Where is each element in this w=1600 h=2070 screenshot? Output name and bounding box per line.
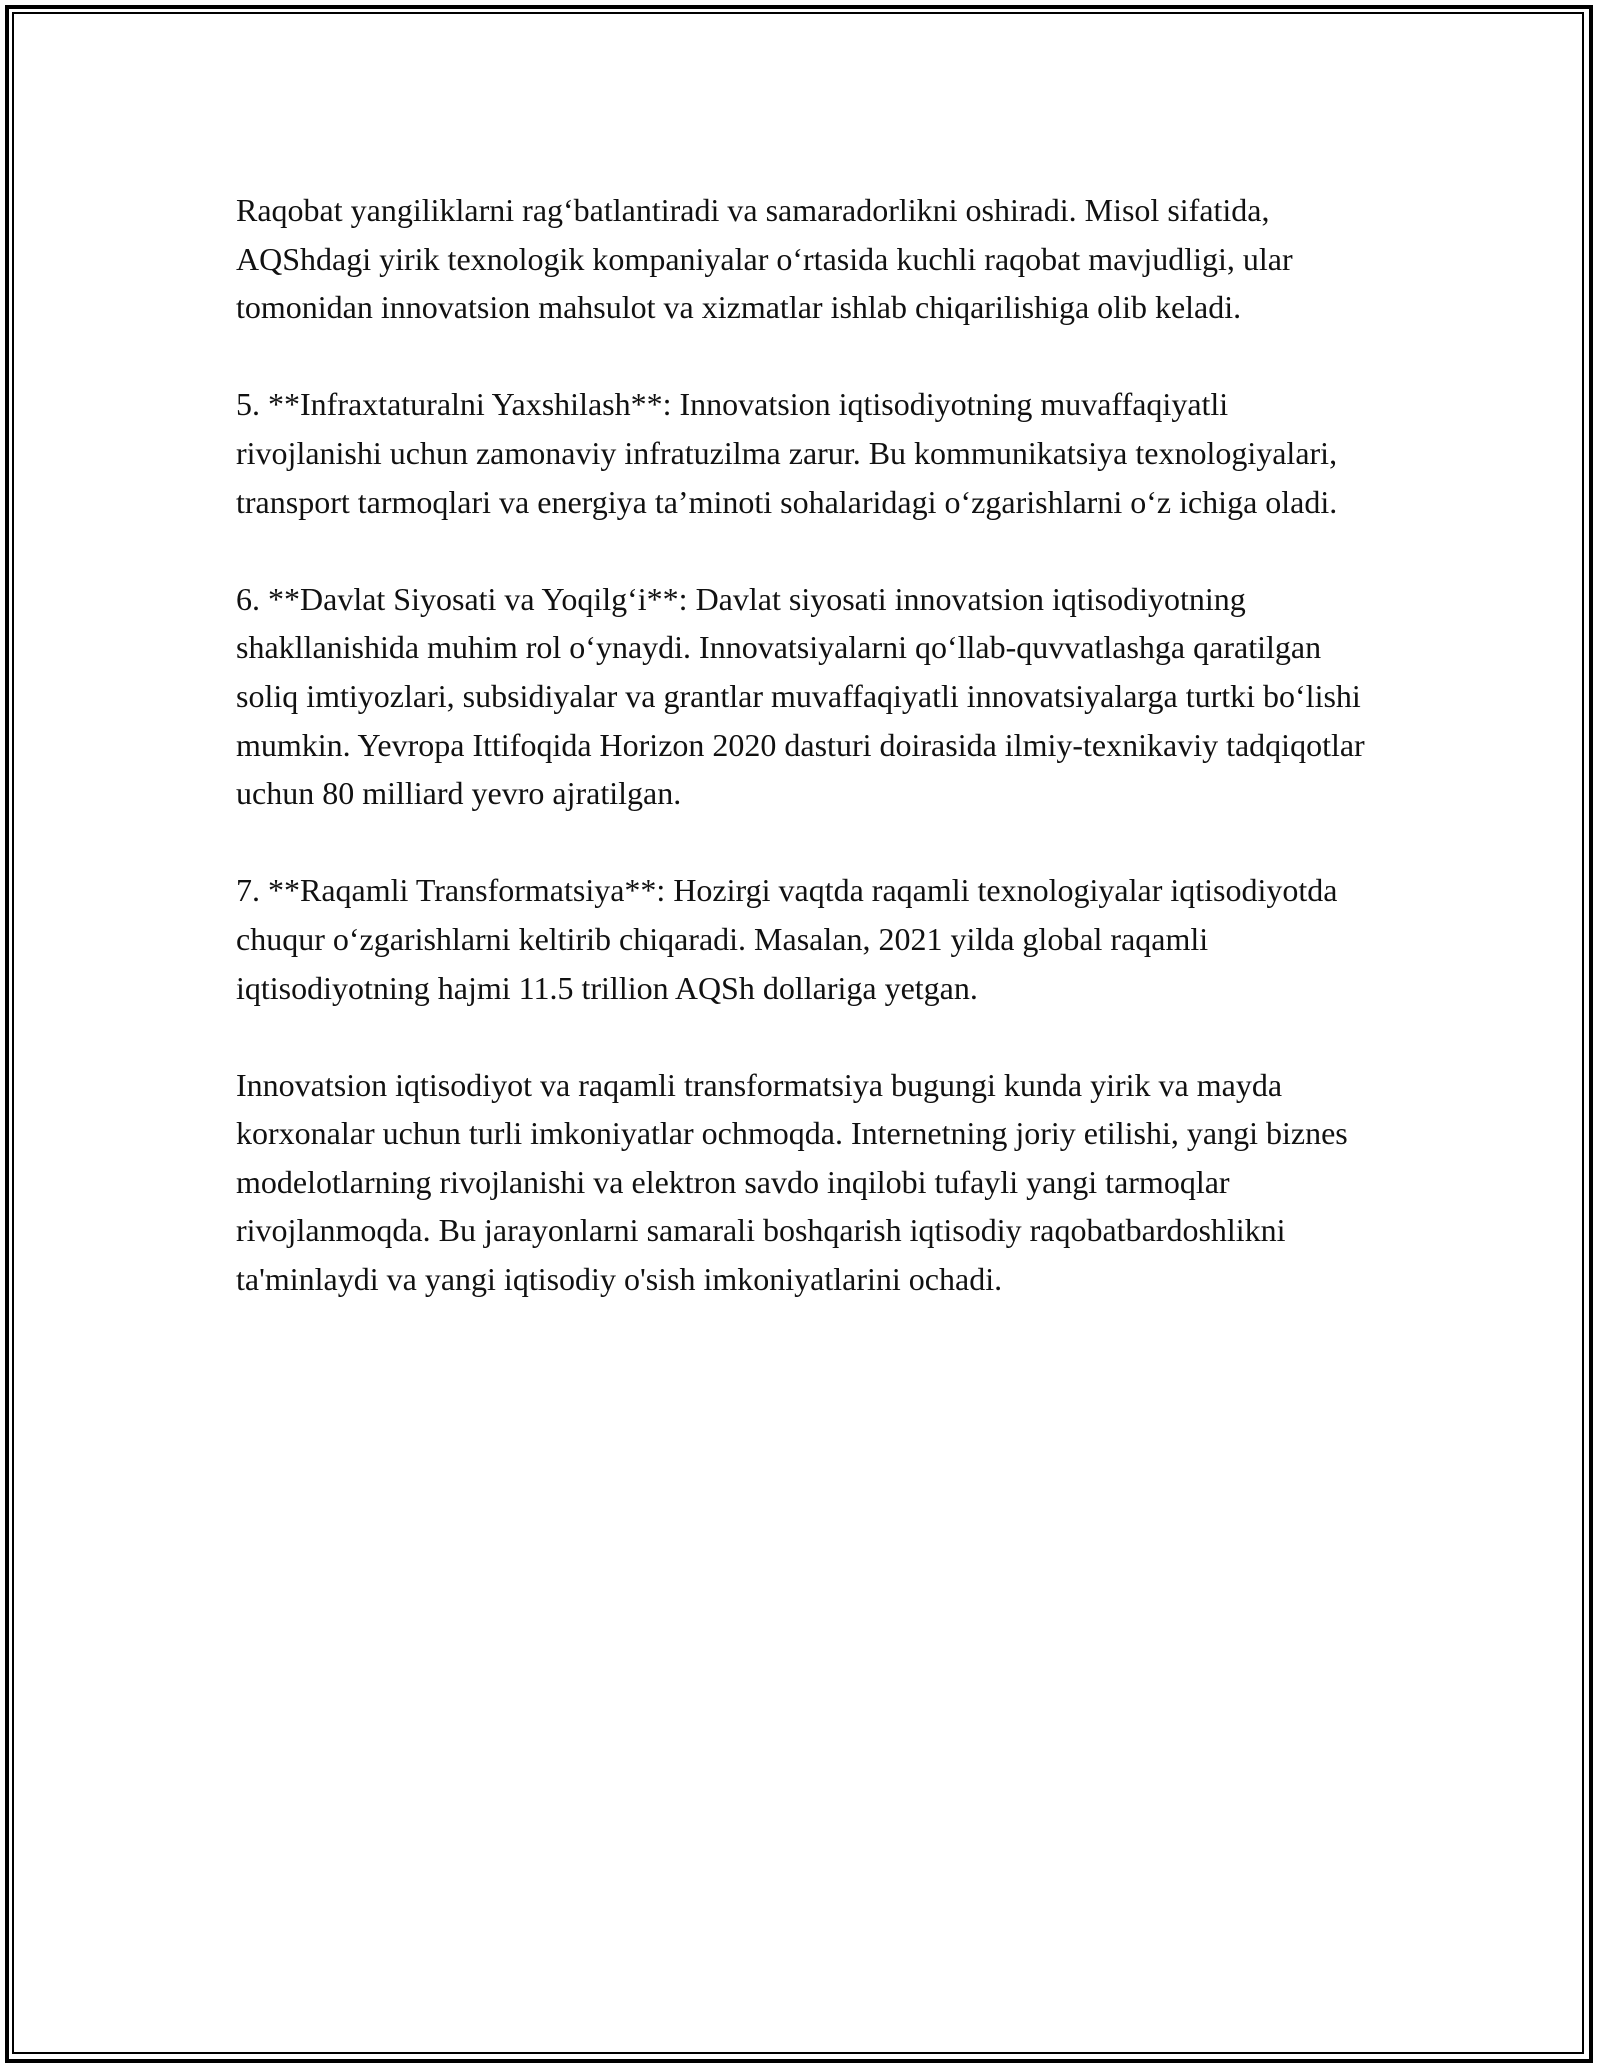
paragraph-competition: Raqobat yangiliklarni rag‘batlantiradi va samaradorlikni oshiradi. Misol sifatida, AQShdagi yirik texnologik kompaniyalar o‘rtasida kuchli raqobat mavjudligi, ular tomonidan innovatsion mahsulot va xizmatlar ishlab chiqarilishiga olib keladi. [236,192,1293,326]
paragraph-conclusion: Innovatsion iqtisodiyot va raqamli transformatsiya bugungi kunda yirik va mayda korxonalar uchun turli imkoniyatlar ochmoqda. Internetning joriy etilishi, yangi biznes modelotlarning rivojlanishi va elektron savdo inqilobi tufayli yangi tarmoqlar rivojlanmoqda. Bu jarayonlarni samarali boshqarish iqtisodiy raqobatbardoshlikni ta'minlaydi va yangi iqtisodiy o'sish imkoniyatlarini ochadi. [236,1066,1348,1298]
document-body [236,186,1366,1352]
paragraph-item-6-state-policy: 6. **Davlat Siyosati va Yoqilg‘i**: Davlat siyosati innovatsion iqtisodiyotning shakllanishida muhim rol o‘ynaydi. Innovatsiyalarni qo‘llab-quvvatlashga qaratilgan soliq imtiyozlari, subsidiyalar va grantlar muvaffaqiyatli innovatsiyalarga turtki bo‘lishi mumkin. Yevropa Ittifoqida Horizon 2020 dasturi doirasida ilmiy-texnikaviy tadqiqotlar uchun 80 milliard yevro ajratilgan. [236,580,1365,812]
paragraph-item-7-digital-transformation: 7. **Raqamli Transformatsiya**: Hozirgi vaqtda raqamli texnologiyalar iqtisodiyotda chuqur o‘zgarishlarni keltirib chiqaradi. Masalan, 2021 yilda global raqamli iqtisodiyotning hajmi 11.5 trillion AQSh dollariga yetgan. [236,872,1338,1006]
paragraph-item-5-infrastructure: 5. **Infraxtaturalni Yaxshilash**: Innovatsion iqtisodiyotning muvaffaqiyatli rivojlanishi uchun zamonaviy infratuzilma zarur. Bu kommunikatsiya texnologiyalari, transport tarmoqlari va energiya ta’minoti sohalaridagi o‘zgarishlarni o‘z ichiga oladi. [236,386,1338,520]
